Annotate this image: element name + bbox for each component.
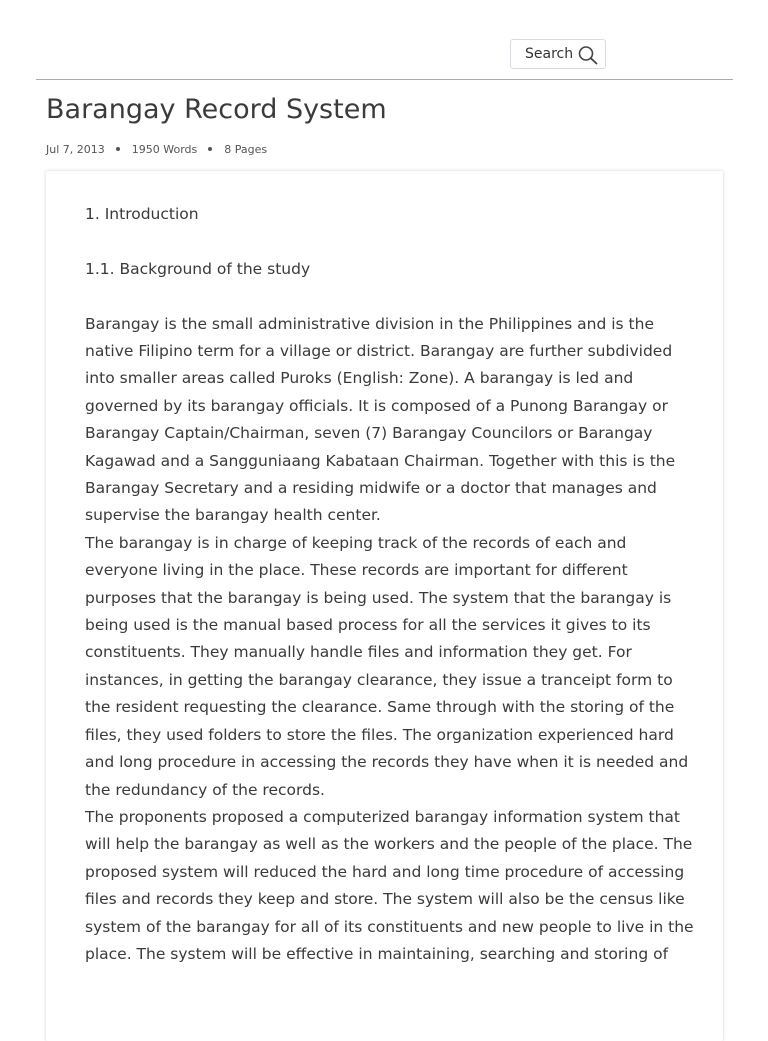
header-divider — [36, 79, 733, 80]
search-input[interactable] — [525, 44, 573, 64]
body-paragraph: The barangay is in charge of keeping track of the records of each and everyone living in the place. These records are important for different purposes that the barangay is being used. The system that the barangay is being used is the manual based process for all the services it gives to its constituents. They manually handle files and information they get. For instances, in getting the barangay clearance, they issue a tranceipt form to the resident requesting the clearance. Same through with the storing of the files, they used folders to store the files. The organization experienced hard and long procedure in accessing the records they have when it is needed and the redundancy of the records. — [85, 533, 689, 799]
essay-date: Jul 7, 2013 — [46, 143, 105, 156]
document-card — [46, 171, 723, 1041]
separator-dot — [116, 147, 120, 151]
document-body — [85, 201, 697, 968]
section-heading-introduction: 1. Introduction — [85, 205, 199, 223]
essay-page-count: 8 Pages — [224, 143, 268, 156]
search-icon[interactable] — [577, 45, 599, 65]
top-bar — [0, 0, 768, 80]
essay-meta — [46, 142, 267, 158]
separator-dot — [208, 147, 212, 151]
body-paragraph: Barangay is the small administrative division in the Philippines and is the native Filipino term for a village or district. Barangay are further subdivided into smaller areas called Puroks (English: Zone). A barangay is led and governed by its barangay officials. It is composed of a Punong Barangay or Barangay Captain/Chairman, seven (7) Barangay Councilors or Barangay Kagawad and a Sangguniaang Kabataan Chairman. Together with this is the Barangay Secretary and a residing midwife or a doctor that manages and supervise the barangay health center. — [85, 314, 676, 525]
search-box[interactable] — [510, 39, 606, 69]
page-title: Barangay Record System — [46, 94, 387, 125]
section-heading-background: 1.1. Background of the study — [85, 259, 311, 278]
body-paragraph: The proponents proposed a computerized barangay information system that will help the barangay as well as the workers and the people of the place. The proposed system will reduced the hard and long time procedure of accessing files and records they keep and store. The system will also be the census like system of the barangay for all of its constituents and new people to live in the place. The system will be effective in maintaining, searching and storing of — [85, 807, 694, 963]
essay-word-count: 1950 Words — [131, 143, 198, 156]
